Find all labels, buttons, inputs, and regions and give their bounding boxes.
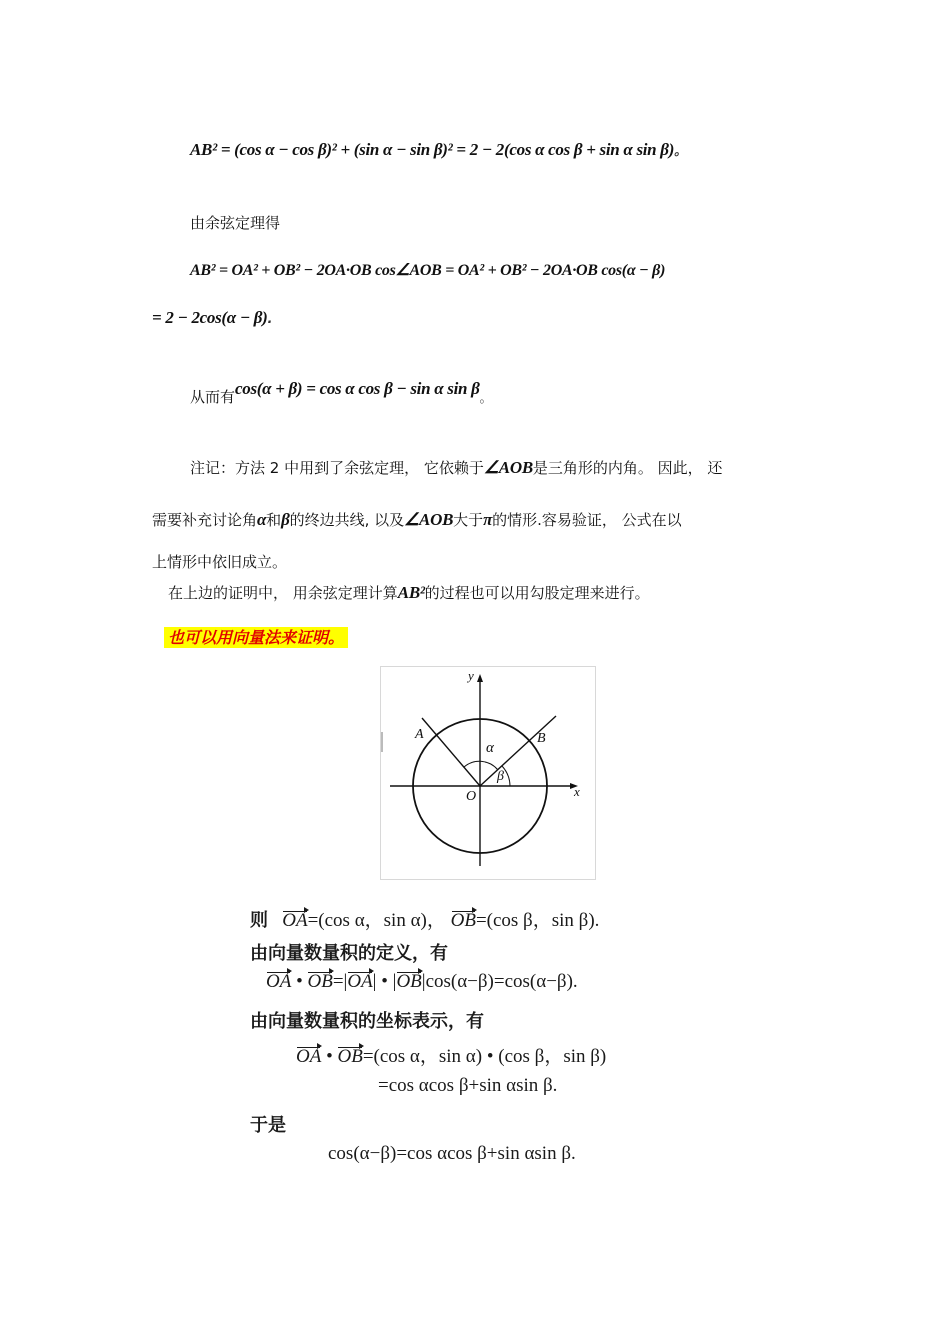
note-text-1a: 注记：方法 2 中用到了余弦定理， 它依赖于 xyxy=(190,459,484,477)
scan-l3-mid: | • | xyxy=(372,971,397,992)
vector-ob: OB xyxy=(450,910,476,931)
point-b-label: B xyxy=(537,731,546,746)
note-angle-aob-2: ∠AOB xyxy=(404,510,454,529)
scan-line-8: cos(α−β)=cos αcos β+sin αsin β. xyxy=(328,1143,576,1164)
note-text-1b: 是三角形的内角。 因此， 还 xyxy=(532,459,723,477)
scan-l3-rest: |cos(α−β)=cos(α−β). xyxy=(421,971,578,992)
note-angle-aob: ∠AOB xyxy=(483,458,533,477)
note-alpha: α xyxy=(257,510,267,529)
alpha-label: α xyxy=(486,740,494,756)
scan-l5-dot: • xyxy=(326,1046,333,1067)
conclusion-tail: 。 xyxy=(479,391,493,406)
scan-l5-rest: =(cos α，sin α) • (cos β，sin β) xyxy=(362,1046,607,1067)
note-text-2a: 需要补充讨论角 xyxy=(152,511,258,529)
note-line-1 xyxy=(190,457,722,478)
conclusion-line xyxy=(190,378,493,406)
equation-2-tail: . xyxy=(267,312,273,327)
note-line-2 xyxy=(152,509,682,530)
y-axis-label: y xyxy=(468,668,474,683)
equation-cosine-rule: AB² = OA² + OB² − 2OA·OB cos∠AOB = OA² + OB² − 2OA·OB cos(α − β) xyxy=(190,262,666,279)
note-text-2b: 的终边共线, 以及 xyxy=(289,511,405,529)
scanned-vector-derivation xyxy=(244,895,714,1185)
x-axis-label: x xyxy=(574,784,580,799)
scan-line-5 xyxy=(296,1041,606,1068)
scan-line-2: 由向量数量积的定义，有 xyxy=(250,943,448,964)
unit-circle-svg xyxy=(380,666,596,880)
note-line-3: 上情形中依旧成立。 xyxy=(152,553,288,571)
scan-l3-dot: • xyxy=(296,971,303,992)
vector-ob-3b: OB xyxy=(396,971,422,992)
pythag-text-b: 的过程也可以用勾股定理来进行。 xyxy=(424,584,650,602)
vector-oa: OA xyxy=(282,910,308,931)
equation-1-tail: 。 xyxy=(674,144,687,159)
vector-oa-5: OA xyxy=(296,1046,322,1067)
pythagorean-remark xyxy=(168,582,650,603)
conclusion-prefix: 从而有 xyxy=(190,388,236,406)
scan-line-1 xyxy=(250,905,599,932)
conclusion-formula: cos(α + β) = cos α cos β − sin α sin β xyxy=(235,379,480,398)
scan-ze: 则 xyxy=(250,910,268,931)
vector-oa-3b: OA xyxy=(347,971,373,992)
pythag-ab-squared: AB² xyxy=(397,583,425,602)
note-text-2d: 的情形.容易验证， 公式在以 xyxy=(492,511,682,529)
beta-label: β xyxy=(497,769,504,784)
highlight-text: 也可以用向量法来证明。 xyxy=(164,627,348,648)
vector-ob-3: OB xyxy=(307,971,333,992)
note-beta: β xyxy=(281,510,290,529)
unit-circle-figure xyxy=(380,666,596,880)
origin-label: O xyxy=(466,789,477,804)
scan-l1-a: =(cos α，sin α)， xyxy=(307,910,446,931)
note-pi: π xyxy=(483,510,493,529)
scan-line-4: 由向量数量积的坐标表示，有 xyxy=(250,1011,484,1032)
point-a-label: A xyxy=(415,727,424,742)
scan-line-6: =cos αcos β+sin αsin β. xyxy=(378,1075,558,1096)
vector-oa-3: OA xyxy=(266,971,292,992)
equation-cosine-rule-continued xyxy=(152,308,272,328)
vector-ob-5: OB xyxy=(337,1046,363,1067)
scan-line-7: 于是 xyxy=(250,1115,286,1136)
equation-2-cont: = 2 − 2cos(α − β) xyxy=(152,308,268,327)
note-text-2c: 大于 xyxy=(453,511,484,529)
figure-border xyxy=(381,667,596,880)
scan-l3-eq: =| xyxy=(332,971,348,992)
paragraph-cosine-rule: 由余弦定理得 xyxy=(190,214,281,232)
scan-l1-b: =(cos β，sin β). xyxy=(475,910,600,931)
note-and: 和 xyxy=(266,511,282,529)
highlight-vector-method xyxy=(164,625,348,648)
scan-line-3 xyxy=(266,971,578,993)
equation-ab-squared-expansion xyxy=(190,140,687,160)
equation-1-text: AB² = (cos α − cos β)² + (sin α − sin β)² = 2 − 2(cos α cos β + sin α sin β) xyxy=(190,140,675,159)
pythag-text-a: 在上边的证明中， 用余弦定理计算 xyxy=(168,584,398,602)
